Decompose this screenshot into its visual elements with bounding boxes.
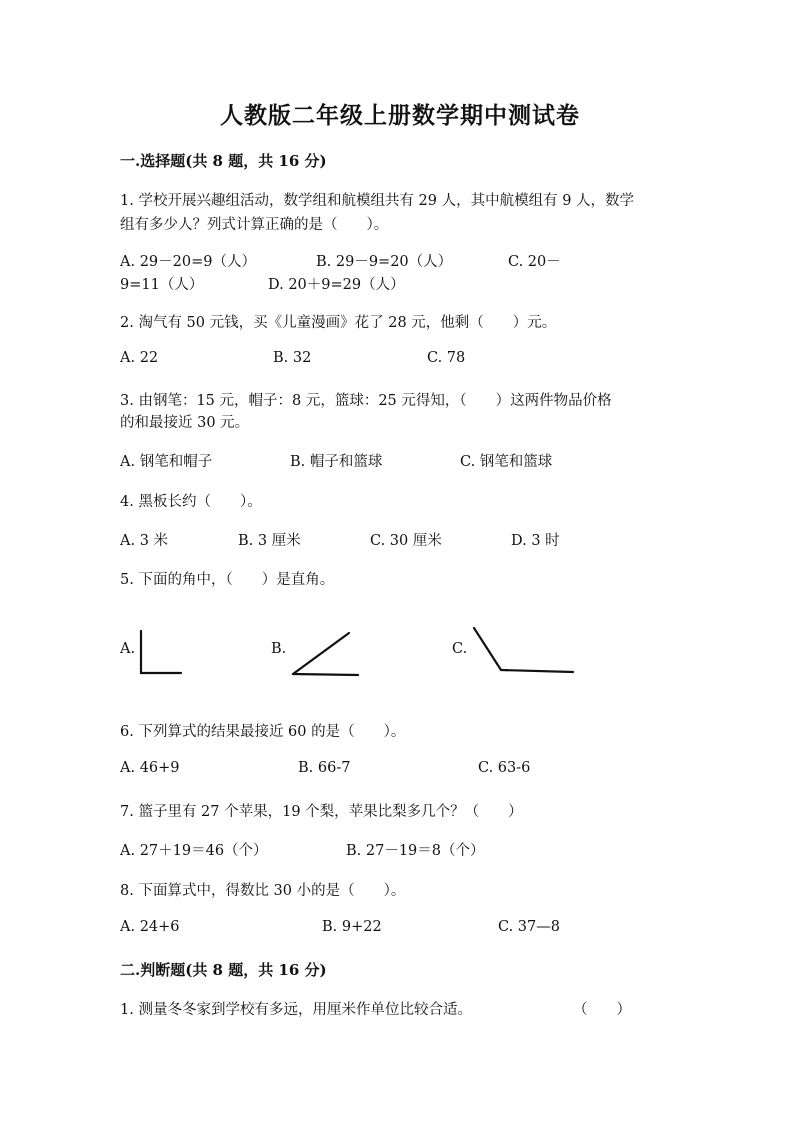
- page-title: 人教版二年级上册数学期中测试卷: [220, 102, 580, 129]
- angle-b-acute-angle: [293, 633, 358, 675]
- question-1-option-c-part-1: C. 20－: [508, 254, 561, 270]
- question-2-option-a: A. 22: [120, 350, 159, 366]
- question-2-stem: 2. 淘气有 50 元钱，买《儿童漫画》花了 28 元，他剩（ ）元。: [120, 315, 557, 331]
- question-6-option-b: B. 66-7: [298, 760, 351, 776]
- question-4-option-a: A. 3 米: [120, 533, 169, 549]
- question-6-option-c: C. 63-6: [478, 760, 531, 776]
- question-4-option-d: D. 3 时: [511, 533, 560, 549]
- question-7-stem: 7. 篮子里有 27 个苹果，19 个梨，苹果比梨多几个？（ ）: [120, 804, 523, 820]
- angle-a-right-angle: [141, 631, 181, 673]
- question-4-option-c: C. 30 厘米: [370, 533, 442, 549]
- judge-1-stem: 1. 测量冬冬家到学校有多远，用厘米作单位比较合适。: [120, 1002, 472, 1018]
- question-4-stem: 4. 黑板长约（ ）。: [120, 494, 262, 510]
- question-3-stem-line-2: 的和最接近 30 元。: [120, 415, 250, 431]
- angle-c-obtuse-angle: [474, 628, 573, 672]
- question-1-option-d: D. 20＋9=29（人）: [268, 277, 405, 293]
- question-5-option-a-label: A.: [120, 641, 136, 657]
- question-8-option-a: A. 24+6: [120, 919, 180, 935]
- question-6-option-a: A. 46+9: [120, 760, 180, 776]
- question-8-option-c: C. 37—8: [498, 919, 560, 935]
- section-heading-choice: 一.选择题(共 8 题，共 16 分): [120, 152, 327, 170]
- question-8-stem: 8. 下面算式中，得数比 30 小的是（ ）。: [120, 883, 406, 899]
- section-heading-judge: 二.判断题(共 8 题，共 16 分): [120, 961, 327, 979]
- question-1-option-a: A. 29－20=9（人）: [120, 254, 256, 270]
- judge-1-answer-parentheses: （ ）: [573, 1002, 631, 1018]
- question-8-option-b: B. 9+22: [322, 919, 382, 935]
- question-6-stem: 6. 下列算式的结果最接近 60 的是（ ）。: [120, 724, 406, 740]
- question-5-option-c-label: C.: [452, 641, 468, 657]
- question-2-option-b: B. 32: [273, 350, 312, 366]
- question-5-option-b-label: B.: [271, 641, 287, 657]
- question-5-stem: 5. 下面的角中，（ ）是直角。: [120, 572, 335, 588]
- question-1-stem-line-1: 1. 学校开展兴趣组活动，数学组和航模组共有 29 人，其中航模组有 9 人，数学: [120, 193, 635, 209]
- question-7-option-b: B. 27－19＝8（个）: [346, 843, 485, 859]
- question-1-option-c-part-2: 9=11（人）: [120, 277, 204, 293]
- question-1-option-b: B. 29－9=20（人）: [316, 254, 453, 270]
- question-3-option-c: C. 钢笔和篮球: [460, 454, 553, 470]
- question-3-option-b: B. 帽子和篮球: [290, 454, 383, 470]
- question-3-option-a: A. 钢笔和帽子: [120, 454, 213, 470]
- question-2-option-c: C. 78: [427, 350, 466, 366]
- question-1-stem-line-2: 组有多少人？列式计算正确的是（ ）。: [120, 217, 389, 233]
- question-3-stem-line-1: 3. 由钢笔：15 元，帽子：8 元，篮球：25 元得知，（ ）这两件物品价格: [120, 393, 612, 409]
- question-4-option-b: B. 3 厘米: [238, 533, 301, 549]
- question-7-option-a: A. 27＋19＝46（个）: [120, 843, 268, 859]
